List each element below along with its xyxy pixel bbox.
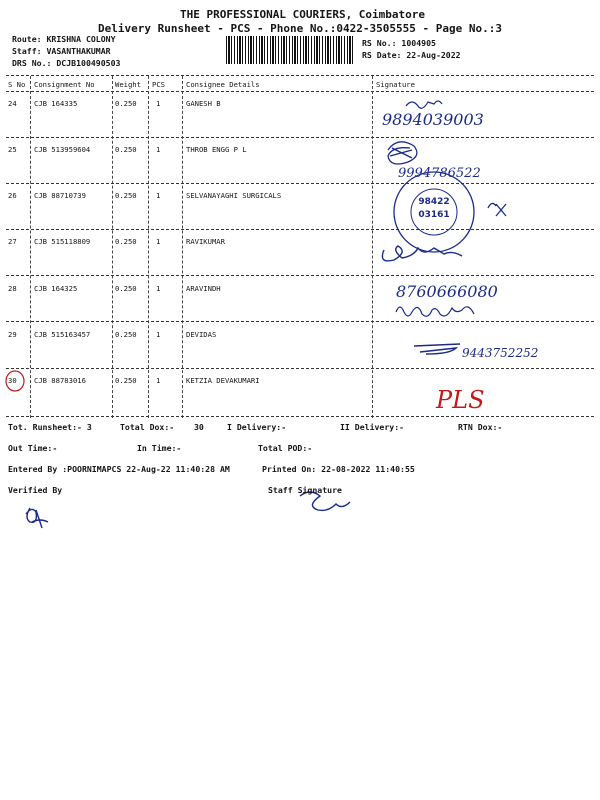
handwritten-phone: 9994786522	[398, 166, 481, 181]
ii-delivery: II Delivery:-	[340, 422, 405, 432]
row-consignment: CJB 164335	[34, 99, 78, 108]
rs-date: RS Date: 22-Aug-2022	[362, 50, 461, 60]
stamp-line: 03161	[418, 210, 450, 220]
verifier-signature	[26, 508, 48, 528]
staff-signature-label: Staff Signature	[268, 485, 342, 495]
column-header-pcs: PCS	[152, 80, 165, 89]
row-sno: 30	[8, 376, 17, 385]
signature-scribble	[388, 142, 417, 164]
staff-label: Staff: VASANTHAKUMAR	[12, 46, 111, 56]
total-pod: Total POD:-	[258, 443, 313, 453]
row-sno: 25	[8, 145, 17, 154]
row-pcs: 1	[156, 376, 161, 385]
signature-scribble	[414, 344, 460, 354]
column-header-consignment: Consignment No	[34, 80, 95, 89]
row-pcs: 1	[156, 237, 161, 246]
verified-by-label: Verified By	[8, 485, 63, 495]
row-consignment: CJB 164325	[34, 284, 78, 293]
row-weight: 0.250	[115, 376, 137, 385]
in-time: In Time:-	[137, 443, 182, 453]
signature-scribble	[488, 203, 506, 216]
row-weight: 0.250	[115, 145, 137, 154]
row-sno: 29	[8, 330, 17, 339]
stamp-text	[413, 196, 455, 222]
row-consignee: KETZIA DEVAKUMARI	[186, 376, 260, 385]
stamp-line: 98422	[418, 197, 450, 207]
row-weight: 0.250	[115, 99, 137, 108]
row-weight: 0.250	[115, 284, 137, 293]
column-header-consignee: Consignee Details	[186, 80, 260, 89]
rtn-dox: RTN Dox:-	[458, 422, 503, 432]
total-runsheet: Tot. Runsheet:- 3	[8, 422, 92, 432]
row-sno: 27	[8, 237, 17, 246]
row-sno: 28	[8, 284, 17, 293]
row-consignee: SELVANAYAGHI SURGICALS	[186, 191, 282, 200]
row-sno: 26	[8, 191, 17, 200]
i-delivery: I Delivery:-	[227, 422, 287, 432]
row-consignment: CJB 515118809	[34, 237, 91, 246]
row-consignee: THROB ENGG P L	[186, 145, 247, 154]
signature-scribble	[396, 307, 474, 316]
column-header-weight: Weight	[115, 80, 141, 89]
row-consignee: DEVIDAS	[186, 330, 217, 339]
total-dox: Total Dox:- 30	[120, 422, 204, 432]
row-weight: 0.250	[115, 330, 137, 339]
row-pcs: 1	[156, 145, 161, 154]
row-pcs: 1	[156, 284, 161, 293]
row-consignee: RAVIKUMAR	[186, 237, 225, 246]
signature-scribble	[406, 101, 442, 108]
row-sno: 24	[8, 99, 17, 108]
row-pcs: 1	[156, 330, 161, 339]
handwritten-phone: 9894039003	[382, 110, 484, 129]
row-consignment: CJB 513959604	[34, 145, 91, 154]
route-label: Route: KRISHNA COLONY	[12, 34, 116, 44]
red-circle-mark	[6, 371, 24, 391]
column-header-sno: S No	[8, 80, 26, 89]
red-handwritten-mark: PLS	[436, 386, 485, 414]
handwritten-phone: 9443752252	[462, 346, 539, 360]
handwritten-phone: 8760666080	[396, 282, 498, 301]
entered-by: Entered By :POORNIMAPCS 22-Aug-22 11:40:28 AM	[8, 464, 230, 474]
row-consignment: CJB 88710739	[34, 191, 86, 200]
row-weight: 0.250	[115, 191, 137, 200]
column-header-signature: Signature	[376, 80, 415, 89]
row-weight: 0.250	[115, 237, 137, 246]
printed-on: Printed On: 22-08-2022 11:40:55	[262, 464, 415, 474]
row-consignee: GANESH B	[186, 99, 221, 108]
row-consignment: CJB 515163457	[34, 330, 91, 339]
out-time: Out Time:-	[8, 443, 58, 453]
row-pcs: 1	[156, 99, 161, 108]
drs-number: DRS No.: DCJB100490503	[12, 58, 121, 68]
row-consignment: CJB 88783016	[34, 376, 86, 385]
row-pcs: 1	[156, 191, 161, 200]
company-name: THE PROFESSIONAL COURIERS, Coimbatore	[180, 8, 426, 21]
rs-number: RS No.: 1004905	[362, 38, 436, 48]
row-consignee: ARAVINDH	[186, 284, 221, 293]
document-title: Delivery Runsheet - PCS - Phone No.:0422-3505555 - Page No.:3	[98, 22, 502, 35]
